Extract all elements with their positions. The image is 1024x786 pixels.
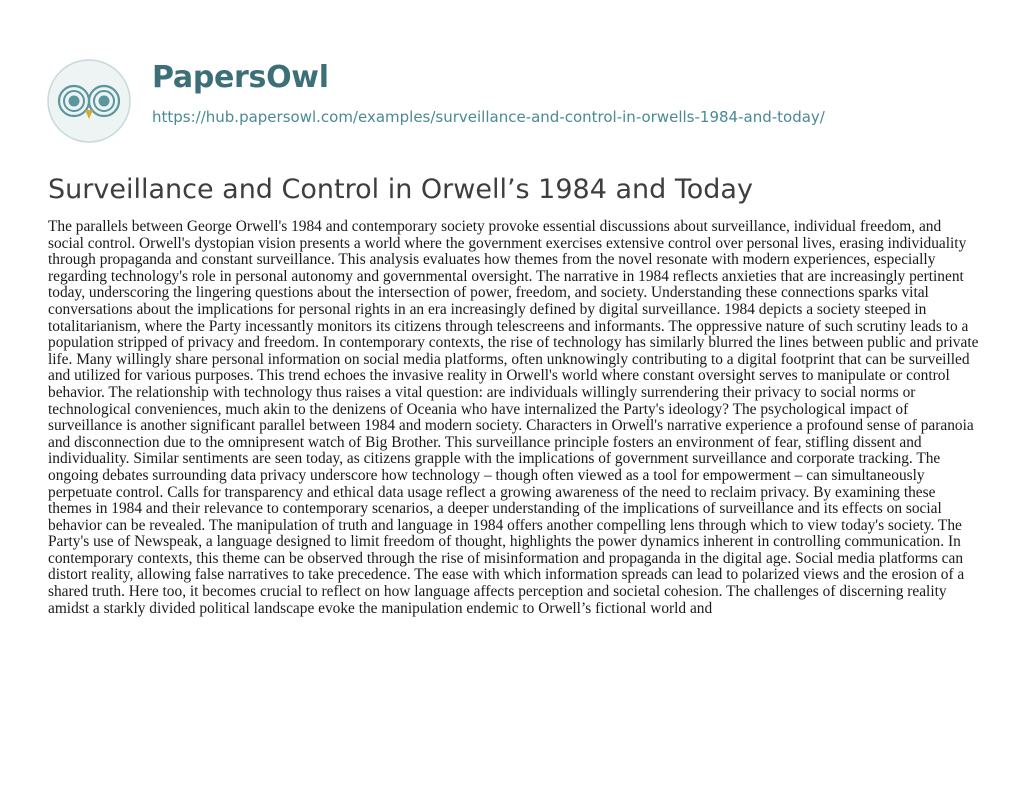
document-title: Surveillance and Control in Orwell’s 1984 and Today	[48, 174, 753, 205]
source-url-link[interactable]: https://hub.papersowl.com/examples/surveillance-and-control-in-orwells-1984-and-today/	[152, 108, 825, 126]
site-header	[0, 0, 1024, 158]
owl-eyes-icon[interactable]	[46, 58, 132, 144]
brand-name[interactable]: PapersOwl	[152, 60, 329, 95]
document-body: The parallels between George Orwell's 1984 and contemporary society provoke essential discussions about surveillance, individual freedom, and social control. Orwell's dystopian vision presents a world where the government exercises extensive control over personal lives, erasing individuality through propaganda and constant surveillance. This analysis evaluates how themes from the novel resonate with modern experiences, especially regarding technology's role in personal autonomy and governmental oversight. The narrative in 1984 reflects anxieties that are increasingly pertinent today, underscoring the lingering questions about the intersection of power, freedom, and society. Understanding these connections sparks vital conversations about the implications for personal rights in an era increasingly defined by digital surveillance. 1984 depicts a society steeped in totalitarianism, where the Party incessantly monitors its citizens through telescreens and informants. The oppressive nature of such scrutiny leads to a population stripped of privacy and freedom. In contemporary contexts, the rise of technology has similarly blurred the lines between public and private life. Many willingly share personal information on social media platforms, often unknowingly contributing to a digital footprint that can be surveilled and utilized for various purposes. This trend echoes the invasive reality in Orwell's world where constant oversight serves to manipulate or control behavior. The relationship with technology thus raises a vital question: are individuals willingly surrendering their privacy to social norms or technological conveniences, much akin to the denizens of Oceania who have internalized the Party's ideology? The psychological impact of surveillance is another significant parallel between 1984 and modern society. Characters in Orwell's narrative experience a profound sense of paranoia and disconnection due to the omnipresent watch of Big Brother. This surveillance principle fosters an environment of fear, stifling dissent and individuality. Similar sentiments are seen today, as citizens grapple with the implications of government surveillance and corporate tracking. The ongoing debates surrounding data privacy underscore how technology – though often viewed as a tool for empowerment – can simultaneously perpetuate control. Calls for transparency and ethical data usage reflect a growing awareness of the need to reclaim privacy. By examining these themes in 1984 and their relevance to contemporary scenarios, a deeper understanding of the implications of surveillance and its effects on social behavior can be revealed. The manipulation of truth and language in 1984 offers another compelling lens through which to view today's society. The Party's use of Newspeak, a language designed to limit freedom of thought, highlights the power dynamics inherent in controlling communication. In contemporary contexts, this theme can be observed through the rise of misinformation and propaganda in the digital age. Social media platforms can distort reality, allowing false narratives to take precedence. The ease with which information spreads can lead to polarized views and the erosion of a shared truth. Here too, it becomes crucial to reflect on how language affects perception and societal cohesion. The challenges of discerning reality amidst a starkly divided political landscape evoke the manipulation endemic to Orwell’s fictional world and	[48, 218, 979, 617]
